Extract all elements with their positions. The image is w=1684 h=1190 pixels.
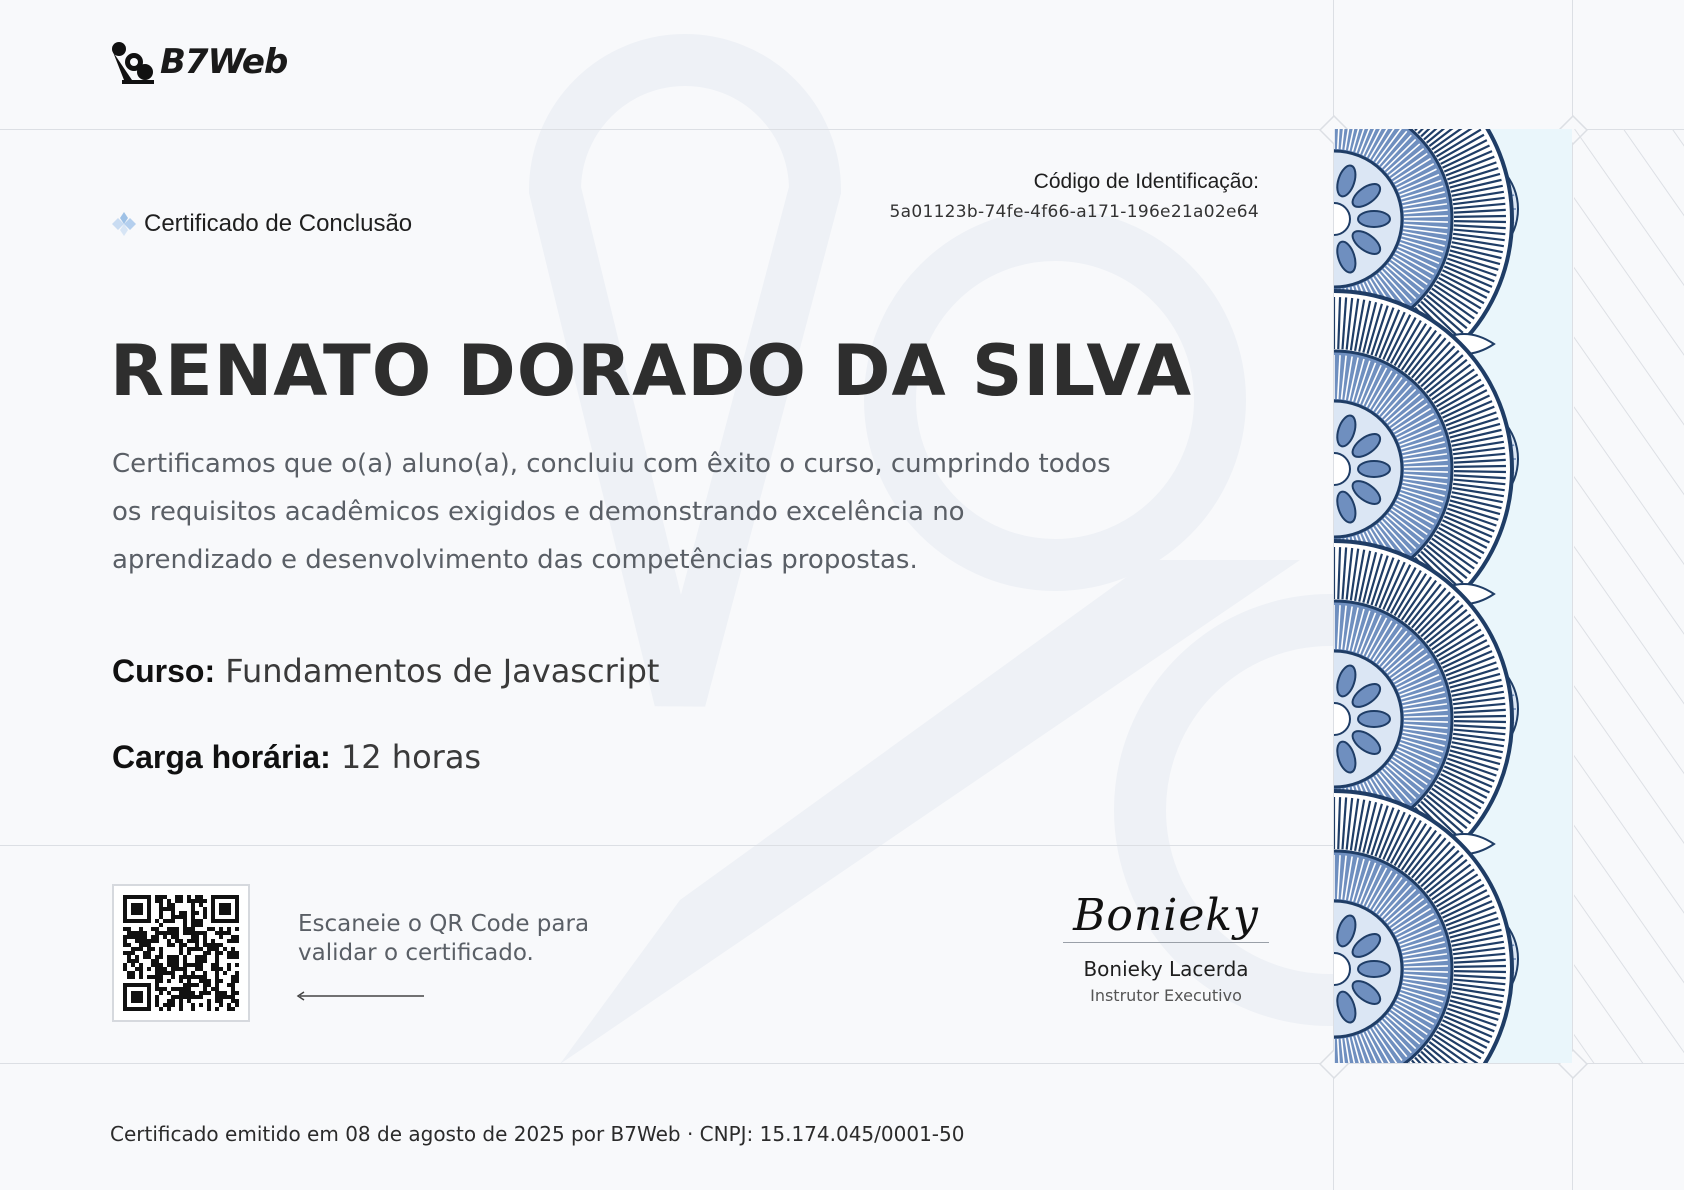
diamond-sparkle-icon [112,212,136,236]
code-value: 5a01123b-74fe-4f66-a171-196e21a02e64 [889,202,1259,222]
b7web-logo-icon [110,40,156,84]
qr-code-graphic [114,886,248,1020]
signer-name: Bonieky Lacerda [1083,957,1249,981]
hatch-pattern [1574,129,1684,1063]
logo-text: B7Web [160,42,288,82]
code-title: Código de Identificação: [1033,170,1259,193]
hours-value: 12 horas [340,738,482,776]
brand-logo [110,40,287,84]
signature-script: Bonieky [1073,890,1259,941]
identification-code [890,170,1260,222]
hours-label: Carga horária: [112,739,331,775]
course-value: Fundamentos de Javascript [225,652,660,690]
course-line [112,652,659,690]
signature-line [1063,942,1269,943]
footer-text: Certificado emitido em 08 de agosto de 2025 por B7Web · CNPJ: 15.174.045/0001-50 [110,1122,965,1146]
mandala-ornament [1334,129,1572,1063]
qr-code[interactable] [112,884,250,1022]
course-label: Curso: [112,653,216,689]
qr-instructions: Escaneie o QR Code para validar o certificado. [298,911,590,966]
certificate-label-text: Certificado de Conclusão [144,210,413,237]
student-name: RENATO DORADO DA SILVA [110,330,1193,412]
signer-role: Instrutor Executivo [1090,986,1242,1005]
certificate-description: Certificamos que o(a) aluno(a), concluiu com êxito o curso, cumprindo todos os requisitos acadêmicos exigidos e demonstrando excelência no aprendizado e desenvolvimento das competências propostas. [112,449,1111,575]
arrow-left-icon [296,990,426,1002]
certificate-label [112,210,412,238]
signature-block [1063,890,1269,1005]
hours-line [112,738,481,776]
